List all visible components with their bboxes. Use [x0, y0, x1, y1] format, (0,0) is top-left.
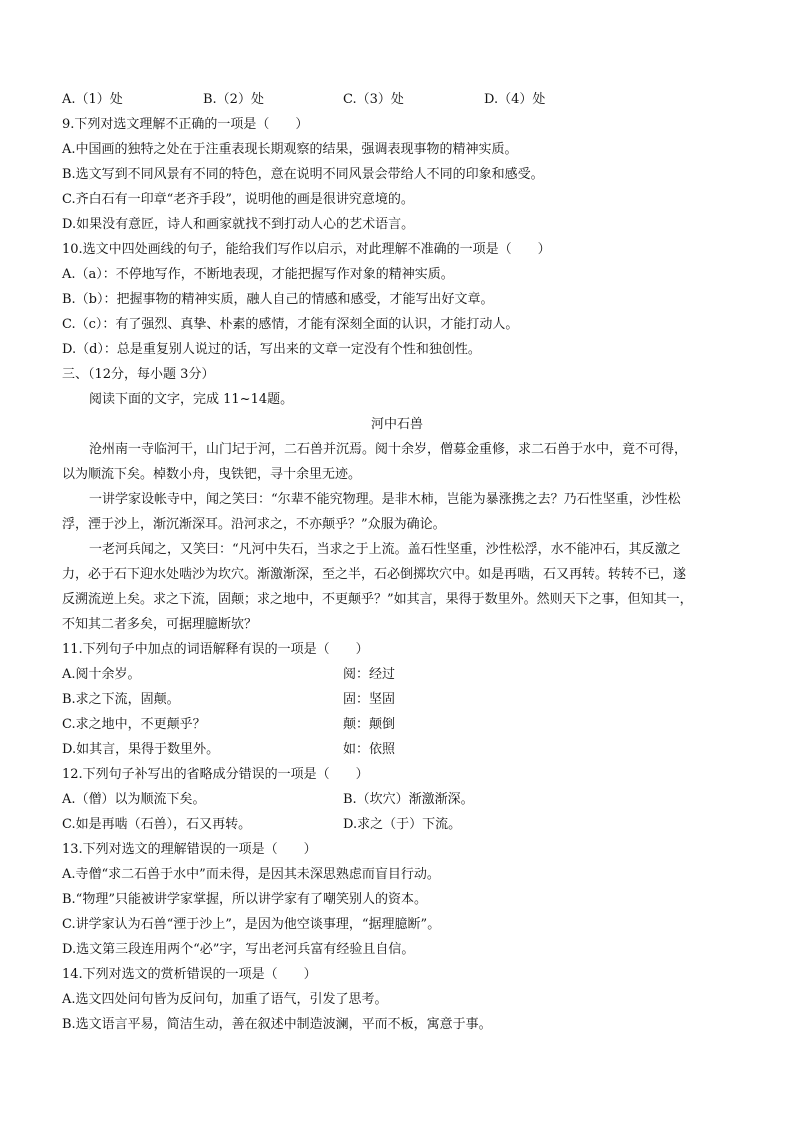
q13-option-d: D.选文第三段连用两个“必”字，写出老河兵富有经验且自信。 [62, 942, 415, 957]
q10-option-a: A.（a）：不停地写作，不断地表现，才能把握写作对象的精神实质。 [62, 267, 454, 282]
q11-option-d: D.如其言，果得于数里外。 [62, 742, 220, 757]
passage-p3-line3: 反溯流逆上矣。求之下流，固颠；求之地中，不更颠乎？”如其言，果得于数里外。然则天下之事，但知其一， [62, 592, 693, 607]
passage-p3-line2: 力，必于石下迎水处啮沙为坎穴。渐激渐深，至之半，石必倒掷坎穴中。如是再啮，石又再转。转转不已，遂 [62, 567, 687, 582]
q9-option-d: D.如果没有意匠，诗人和画家就找不到打动人心的艺术语言。 [62, 217, 415, 232]
q9-stem: 9.下列对选文理解不正确的一项是（ ） [62, 117, 309, 132]
passage-p1-line2: 以为顺流下矣。棹数小舟，曳铁钯，寻十余里无迹。 [62, 467, 362, 482]
q12-option-b: B.（坎穴）渐激渐深。 [343, 792, 474, 807]
q11-option-c: C.求之地中，不更颠乎？ [62, 717, 206, 732]
q11-stem: 11.下列句子中加点的词语解释有误的一项是（ ） [62, 642, 369, 657]
q14-option-a: A.选文四处问句皆为反问句，加重了语气，引发了思考。 [62, 992, 388, 1007]
q12-option-a: A.（僧）以为顺流下矣。 [62, 792, 206, 807]
q11-option-d-gloss: 如：依照 [343, 742, 396, 757]
q9-option-b: B.选文写到不同风景有不同的特色，意在说明不同风景会带给人不同的印象和感受。 [62, 167, 544, 182]
q10-option-c: C.（c）：有了强烈、真挚、朴素的感情，才能有深刻全面的认识，才能打动人。 [62, 317, 519, 332]
q12-option-c: C.如是再啮（石兽），石又再转。 [62, 817, 252, 832]
q14-option-b: B.选文语言平易，简洁生动，善在叙述中制造波澜，平而不板，寓意于事。 [62, 1017, 492, 1032]
q10-stem: 10.选文中四处画线的句子，能给我们写作以启示，对此理解不准确的一项是（ ） [62, 242, 551, 257]
q9-option-c: C.齐白石有一印章“老齐手段”，说明他的画是很讲究意境的。 [62, 192, 414, 207]
q10-option-d: D.（d）：总是重复别人说过的话，写出来的文章一定没有个性和独创性。 [62, 342, 481, 357]
q12-stem: 12.下列句子补写出的省略成分错误的一项是（ ） [62, 767, 369, 782]
q13-option-c: C.讲学家认为石兽“湮于沙上”，是因为他空谈事理，“据理臆断”。 [62, 917, 441, 932]
passage-title: 河中石兽 [370, 417, 423, 432]
q13-option-b: B.“物理”只能被讲学家掌握，所以讲学家有了嘲笑别人的资本。 [62, 892, 427, 907]
passage-p2-line2: 浮，湮于沙上，渐沉渐深耳。沿河求之，不亦颠乎？”众服为确论。 [62, 517, 446, 532]
q11-option-c-gloss: 颠：颠倒 [343, 717, 396, 732]
section-heading: 三、（12分，每小题 3分） [62, 367, 215, 382]
q14-stem: 14.下列对选文的赏析错误的一项是（ ） [62, 967, 317, 982]
q12-option-d: D.求之（于）下流。 [343, 817, 462, 832]
section-instruction: 阅读下面的文字，完成 11~14题。 [89, 392, 294, 407]
passage-p3-line4: 不知其二者多矣，可据理臆断欤？ [62, 617, 258, 632]
q11-option-a-gloss: 阅：经过 [343, 667, 396, 682]
q8-option-c: C.（3）处 [343, 92, 404, 107]
passage-p1-line1: 沧州南一寺临河干，山门圮于河，二石兽并沉焉。阅十余岁，僧募金重修，求二石兽于水中，竟不可得， [89, 442, 688, 457]
q13-stem: 13.下列对选文的理解错误的一项是（ ） [62, 842, 317, 857]
q11-option-a: A.阅十余岁。 [62, 667, 141, 682]
q8-option-d: D.（4）处 [484, 92, 546, 107]
q8-option-b: B.（2）处 [203, 92, 264, 107]
passage-p3-line1: 一老河兵闻之，又笑曰：“凡河中失石，当求之于上流。盖石性坚重，沙性松浮，水不能冲石，其反激之 [89, 542, 681, 557]
q9-option-a: A.中国画的独特之处在于注重表现长期观察的结果，强调表现事物的精神实质。 [62, 142, 518, 157]
passage-p2-line1: 一讲学家设帐寺中，闻之笑曰：“尔辈不能究物理。是非木柿，岂能为暴涨携之去？乃石性坚重，沙性松 [89, 492, 681, 507]
q13-option-a: A.寺僧“求二石兽于水中”而未得，是因其未深思熟虑而盲目行动。 [62, 867, 440, 882]
q11-option-b-gloss: 固：坚固 [343, 692, 396, 707]
q8-option-a: A.（1）处 [62, 92, 123, 107]
q10-option-b: B.（b）：把握事物的精神实质，融人自己的情感和感受，才能写出好文章。 [62, 292, 494, 307]
q11-option-b: B.求之下流，固颠。 [62, 692, 180, 707]
